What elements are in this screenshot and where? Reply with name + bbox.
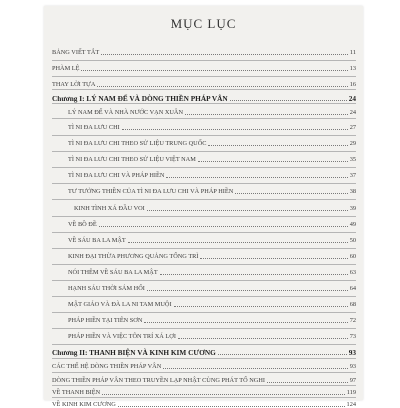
toc-entry-label: MẬT GIÁO VÀ ĐÀ LA NI TAM MUỘI	[68, 300, 172, 308]
row-divider	[52, 296, 356, 297]
row-divider	[52, 372, 356, 373]
toc-entry-label: PHÀM LỆ	[52, 64, 80, 72]
toc-entry-page: 60	[349, 252, 356, 260]
dot-leader	[230, 100, 347, 101]
row-divider	[52, 89, 356, 90]
toc-entry	[68, 298, 356, 308]
dot-leader	[102, 394, 345, 395]
toc-entry-page: 24	[348, 93, 356, 103]
page-title: MỤC LỤC	[170, 16, 237, 31]
row-divider	[52, 135, 356, 136]
toc-entry-page: 72	[349, 316, 356, 324]
toc-entry-label: VỀ THANH BIỆN	[52, 388, 101, 396]
row-divider	[52, 248, 356, 249]
toc-chapter-heading	[52, 346, 356, 356]
toc-entry-page: 38	[349, 187, 356, 195]
toc-entry-label: PHÁP HIỀN VÀ VIỆC TÔN TRÍ XÁ LỢI	[68, 332, 176, 340]
toc-entry-label: BẢNG VIẾT TẮT	[52, 48, 100, 56]
toc-entry	[68, 121, 356, 131]
dot-leader	[81, 70, 347, 71]
dot-leader	[178, 338, 348, 339]
row-divider	[52, 344, 356, 345]
dot-leader	[208, 145, 347, 146]
toc-entry	[68, 266, 356, 276]
toc-entry-page: 37	[349, 171, 356, 179]
toc-entry-label: Chương I: LÝ NAM ĐẾ VÀ DÒNG THIỀN PHÁP VÂN	[52, 93, 228, 103]
toc-entry-page: 73	[349, 332, 356, 340]
row-divider	[52, 264, 356, 265]
row-divider	[52, 60, 356, 61]
dot-leader	[174, 306, 348, 307]
toc-entry-label: VỀ KINH KIM CƯƠNG	[52, 400, 116, 408]
toc-entry-label: TÌ NI ĐA LƯU CHI THEO SỬ LIỆU TRUNG QUỐC	[68, 139, 207, 147]
toc-entry-page: 97	[349, 376, 356, 384]
toc-entry-page: 124	[346, 400, 356, 408]
toc-entry	[52, 360, 356, 370]
toc-entry-label: CÁC THẾ HỆ DÒNG THIỀN PHÁP VÂN	[52, 362, 162, 370]
toc-entry	[68, 314, 356, 324]
toc-entry-page: 11	[349, 48, 356, 56]
toc-entry-page: 119	[346, 388, 356, 396]
toc-entry-page: 93	[348, 347, 356, 357]
toc-entry	[52, 386, 356, 396]
toc-entry-page: 64	[349, 284, 356, 292]
toc-entry-page: 50	[349, 236, 356, 244]
row-divider	[52, 103, 356, 104]
toc-entry-label: Chương II: THANH BIỆN VÀ KINH KIM CƯƠNG	[52, 347, 216, 357]
dot-leader	[198, 161, 348, 162]
toc-entry-label: TÌ NI ĐA LƯU CHI THEO SỬ LIỆU VIỆT NAM	[68, 155, 196, 163]
toc-entry-page: 16	[349, 80, 356, 88]
dot-leader	[144, 322, 347, 323]
row-divider	[52, 76, 356, 77]
toc-entry-label: DÒNG THIỀN PHÁP VÂN THEO TRUYỀN LẠP NHẬT CÙNG PHÁT TỔ NGHI	[52, 376, 265, 384]
row-divider	[52, 216, 356, 217]
toc-entry	[74, 202, 356, 212]
toc-entry-page: 39	[349, 204, 356, 212]
toc-entry	[68, 218, 356, 228]
row-divider	[52, 328, 356, 329]
toc-entry	[52, 398, 356, 408]
toc-entry-page: 63	[349, 268, 356, 276]
dot-leader	[218, 354, 347, 355]
dot-leader	[185, 114, 348, 115]
row-divider	[52, 167, 356, 168]
toc-entry	[68, 282, 356, 292]
toc-entry	[52, 78, 356, 88]
toc-entry-label: VỀ BỒ ĐỀ	[68, 220, 97, 228]
toc-entry-label: TÌ NI ĐA LƯU CHI VÀ PHÁP HIỀN	[68, 171, 165, 179]
toc-entry	[52, 374, 356, 384]
dot-leader	[200, 258, 347, 259]
toc-entry	[68, 137, 356, 147]
toc-entry-label: KINH ĐẠI THỪA PHƯƠNG QUẢNG TỔNG TRÌ	[68, 252, 199, 260]
dot-leader	[147, 210, 348, 211]
toc-entry-label: KINH TÌNH XÁ ĐẦU VOI	[74, 204, 145, 212]
toc-chapter-heading	[52, 92, 356, 102]
row-divider	[52, 280, 356, 281]
toc-entry	[68, 330, 356, 340]
toc-entry-label: VỀ SÁU BA LA MẬT	[68, 236, 126, 244]
toc-entry-label: TƯ TƯỞNG THIỀN CỦA TÌ NI ĐA LƯU CHI VÀ PHÁP HIỀN	[68, 187, 234, 195]
toc-entry	[68, 250, 356, 260]
toc-entry-page: 35	[349, 155, 356, 163]
row-divider	[52, 312, 356, 313]
toc-entry-label: LÝ NAM ĐẾ VÀ NHÀ NƯỚC VẠN XUÂN	[68, 108, 184, 116]
dot-leader	[97, 86, 347, 87]
toc-entry	[52, 62, 356, 72]
toc-entry	[68, 153, 356, 163]
toc-entry-label: PHÁP HIỀN TẠI TIÊN SƠN	[68, 316, 143, 324]
toc-entry-label: NÓI THÊM VỀ SÁU BA LA MẬT	[68, 268, 158, 276]
row-divider	[52, 358, 356, 359]
toc-entry-label: THAY LỜI TỰA	[52, 80, 96, 88]
toc-entry	[68, 234, 356, 244]
dot-leader	[128, 242, 348, 243]
toc-entry-page: 93	[349, 362, 356, 370]
dot-leader	[147, 290, 348, 291]
dot-leader	[122, 129, 348, 130]
dot-leader	[235, 193, 347, 194]
toc-entry-page: 29	[349, 139, 356, 147]
row-divider	[52, 151, 356, 152]
dot-leader	[118, 406, 345, 407]
row-divider	[52, 232, 356, 233]
book-page	[44, 6, 363, 408]
dot-leader	[160, 274, 348, 275]
toc-entry	[68, 185, 356, 195]
toc-entry-label: TÌ NI ĐA LƯU CHI	[68, 123, 120, 131]
dot-leader	[101, 54, 348, 55]
toc-entry	[68, 106, 356, 116]
dot-leader	[166, 177, 347, 178]
row-divider	[52, 118, 356, 119]
row-divider	[52, 199, 356, 200]
toc-entry-label: HẠNH SÁU THỜI SÁM HỐI	[68, 284, 145, 292]
toc-entry-page: 49	[349, 220, 356, 228]
dot-leader	[267, 382, 348, 383]
dot-leader	[163, 368, 347, 369]
toc-entry	[52, 46, 356, 56]
toc-entry-page: 24	[349, 108, 356, 116]
dot-leader	[99, 226, 348, 227]
toc-entry	[68, 169, 356, 179]
toc-entry-page: 68	[349, 300, 356, 308]
toc-entry-page: 27	[349, 123, 356, 131]
row-divider	[52, 183, 356, 184]
toc-entry-page: 13	[349, 64, 356, 72]
